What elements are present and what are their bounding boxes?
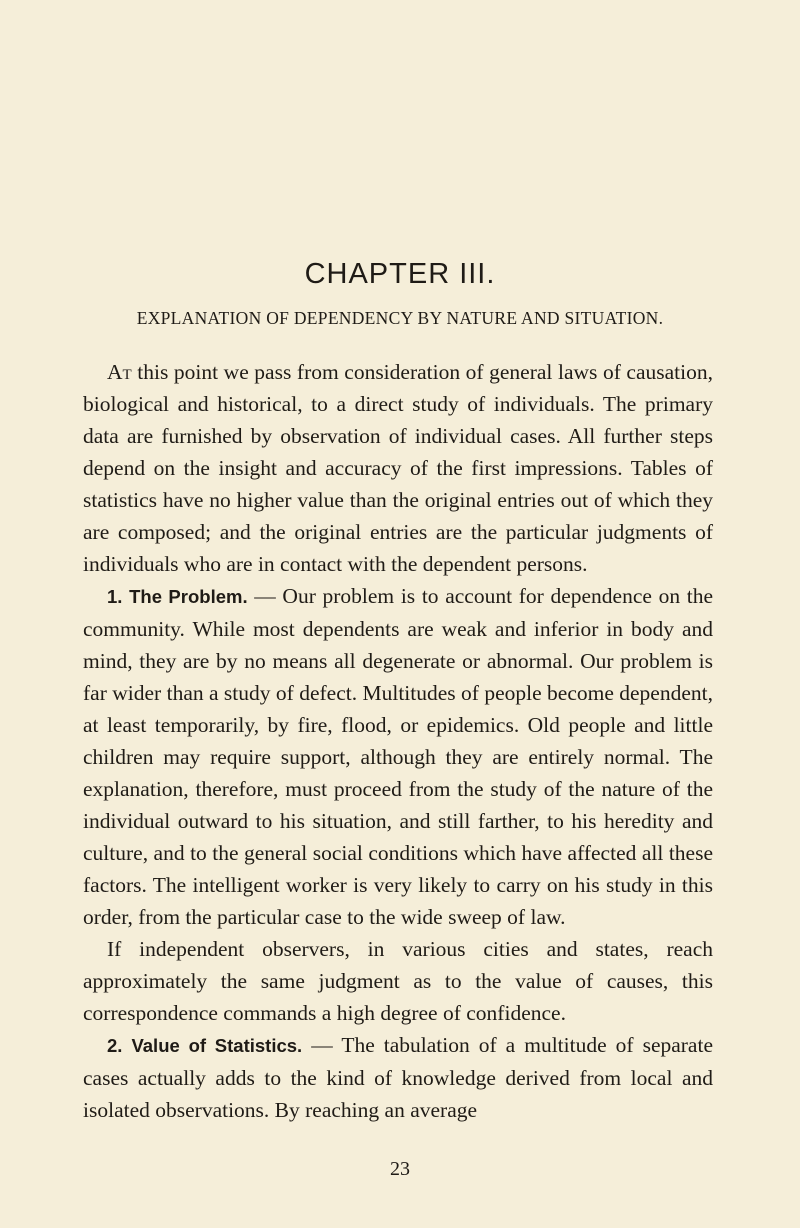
section-2-text: — The tabulation of a multitude of separate cases actually adds to the kind of knowledge derived from local and isolated observations. By reaching an average bbox=[83, 1033, 713, 1122]
section-2-title: Value of Statistics. bbox=[131, 1035, 303, 1056]
chapter-title: EXPLANATION OF DEPENDENCY BY NATURE AND SITUATION. bbox=[136, 308, 664, 328]
section-2-number: 2. bbox=[107, 1035, 123, 1056]
section-2-paragraph bbox=[83, 1029, 713, 1126]
chapter-heading: CHAPTER III. bbox=[304, 258, 496, 290]
section-1-number: 1. bbox=[107, 586, 123, 607]
body-text bbox=[83, 356, 713, 1126]
section-1-text: — Our problem is to account for dependence on the community. While most dependents are weak and inferior in body and mind, they are by no means all degenerate or abnormal. Our problem is far wider than a study of defect. Multitudes of people become dependent, at least temporarily, by fire, flood, or epidemics. Old people and little children may require support, although they are entirely normal. The explanation, therefore, must proceed from the study of the nature of the individual outward to his situation, and still farther, to his heredity and culture, and to the general social conditions which have affected all these factors. The intelligent worker is very likely to carry on his study in this order, from the particular case to the wide sweep of law. bbox=[83, 584, 713, 929]
intro-text: this point we pass from consideration of general laws of causation, biological and historical, to a direct study of individuals. The primary data are furnished by observation of individual cases. All further steps depend on the insight and accuracy of the first impressions. Tables of statistics have no higher value than the original entries out of which they are composed; and the original entries are the particular judgments of individuals who are in contact with the dependent persons. bbox=[83, 360, 713, 576]
intro-first-word: At bbox=[107, 360, 132, 384]
intro-paragraph bbox=[83, 356, 713, 580]
section-1-paragraph bbox=[83, 580, 713, 933]
page-number: 23 bbox=[390, 1158, 410, 1180]
independent-observers-paragraph: If independent observers, in various cities and states, reach approximately the same judgment as to the value of causes, this correspondence commands a high degree of confidence. bbox=[83, 937, 713, 1025]
section-1-title: The Problem. bbox=[129, 586, 248, 607]
